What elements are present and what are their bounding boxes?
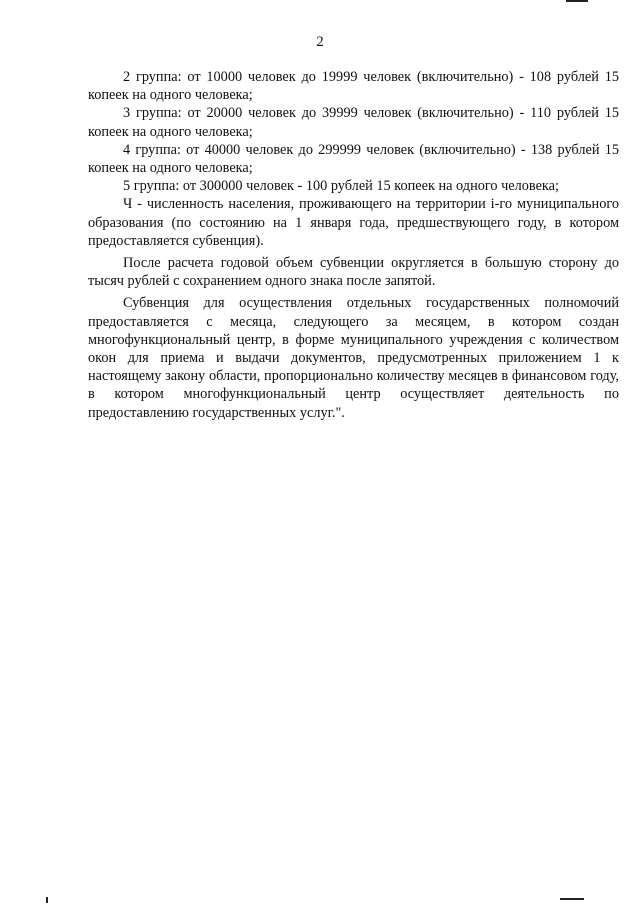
paragraph-subvention: Субвенция для осуществления отдельных государственных полномочий предоставляется с месяца, следующего за месяцем, в котором создан многофункциональный центр, в форме муниципального учреждения с количеством окон для приема и выдачи документов, предусмотренных приложением 1 к настоящему закону области, пропорционально количеству месяцев в финансовом году, в котором многофункциональный центр осуществляет деятельность по предоставлению государственных услуг.". [88, 295, 619, 421]
document-body [88, 68, 619, 422]
paragraph-group-3: 3 группа: от 20000 человек до 39999 человек (включительно) - 110 рублей 15 копеек на одного человека; [88, 105, 619, 140]
paragraph-group-2: 2 группа: от 10000 человек до 19999 человек (включительно) - 108 рублей 15 копеек на одного человека; [88, 69, 619, 104]
paragraph-population: Ч - численность населения, проживающего на территории i-го муниципального образования (по состоянию на 1 января года, предшествующего году, в котором предоставляется субвенция). [88, 196, 619, 249]
paragraph-group-4: 4 группа: от 40000 человек до 299999 человек (включительно) - 138 рублей 15 копеек на одного человека; [88, 141, 619, 177]
scan-mark-top [566, 0, 588, 2]
scan-mark-bottom-right [560, 898, 584, 900]
paragraph-rounding: После расчета годовой объем субвенции округляется в большую сторону до тысяч рублей с сохранением одного знака после запятой. [88, 255, 619, 290]
scan-mark-bottom-left [46, 897, 48, 903]
page-number: 2 [316, 34, 324, 50]
paragraph-group-5: 5 группа: от 300000 человек - 100 рублей 15 копеек на одного человека; [123, 178, 559, 195]
